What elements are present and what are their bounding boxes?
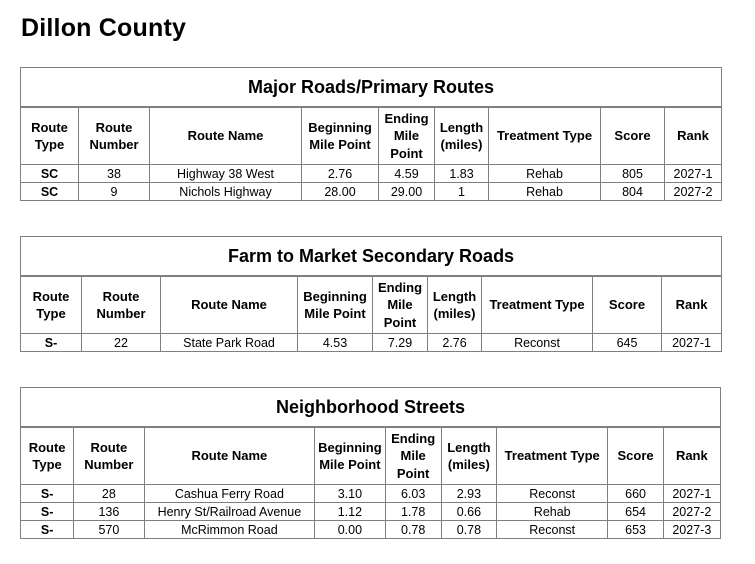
farm-to-market-table xyxy=(20,236,722,352)
table-header-row xyxy=(21,107,722,165)
table-row xyxy=(21,183,722,201)
page-title: Dillon County xyxy=(21,14,187,42)
cell-route-type: S- xyxy=(21,485,74,503)
header-score: Score xyxy=(608,427,663,485)
cell-end: 0.78 xyxy=(385,521,441,539)
table-row xyxy=(21,485,721,503)
table-title: Neighborhood Streets xyxy=(21,388,721,428)
cell-length: 0.66 xyxy=(441,503,496,521)
header-route-name: Route Name xyxy=(161,276,298,334)
cell-begin: 4.53 xyxy=(298,334,373,352)
header-route-number: Route Number xyxy=(74,427,144,485)
cell-length: 2.93 xyxy=(441,485,496,503)
cell-route-name: Nichols Highway xyxy=(150,183,302,201)
cell-route-number: 136 xyxy=(74,503,144,521)
cell-route-name: Highway 38 West xyxy=(150,165,302,183)
header-begin-mile-point: Beginning Mile Point xyxy=(298,276,373,334)
header-score: Score xyxy=(601,107,665,165)
table-row xyxy=(21,334,722,352)
cell-begin: 3.10 xyxy=(315,485,385,503)
header-route-name: Route Name xyxy=(144,427,315,485)
cell-treatment: Reconst xyxy=(496,485,607,503)
cell-begin: 0.00 xyxy=(315,521,385,539)
header-rank: Rank xyxy=(665,107,722,165)
cell-route-type: SC xyxy=(21,183,79,201)
cell-treatment: Reconst xyxy=(496,521,607,539)
cell-end: 29.00 xyxy=(379,183,435,201)
cell-length: 1 xyxy=(435,183,489,201)
header-route-type: Route Type xyxy=(21,427,74,485)
header-length: Length (miles) xyxy=(435,107,489,165)
cell-treatment: Rehab xyxy=(489,165,601,183)
cell-score: 654 xyxy=(608,503,663,521)
cell-route-type: S- xyxy=(21,334,82,352)
cell-score: 653 xyxy=(608,521,663,539)
header-route-type: Route Type xyxy=(21,107,79,165)
cell-rank: 2027-1 xyxy=(662,334,722,352)
header-route-name: Route Name xyxy=(150,107,302,165)
cell-end: 1.78 xyxy=(385,503,441,521)
cell-length: 2.76 xyxy=(428,334,482,352)
cell-begin: 2.76 xyxy=(302,165,379,183)
cell-rank: 2027-1 xyxy=(663,485,720,503)
cell-route-number: 570 xyxy=(74,521,144,539)
header-length: Length (miles) xyxy=(441,427,496,485)
cell-route-name: Henry St/Railroad Avenue xyxy=(144,503,315,521)
cell-begin: 1.12 xyxy=(315,503,385,521)
cell-route-number: 28 xyxy=(74,485,144,503)
header-route-number: Route Number xyxy=(82,276,161,334)
cell-route-type: SC xyxy=(21,165,79,183)
cell-treatment: Rehab xyxy=(496,503,607,521)
header-route-type: Route Type xyxy=(21,276,82,334)
cell-route-name: Cashua Ferry Road xyxy=(144,485,315,503)
neighborhood-streets-table xyxy=(20,387,721,539)
cell-route-number: 38 xyxy=(79,165,150,183)
header-end-mile-point: Ending Mile Point xyxy=(373,276,428,334)
major-roads-table xyxy=(20,67,722,201)
table-header-row xyxy=(21,276,722,334)
header-begin-mile-point: Beginning Mile Point xyxy=(315,427,385,485)
cell-route-type: S- xyxy=(21,503,74,521)
header-route-number: Route Number xyxy=(79,107,150,165)
header-treatment-type: Treatment Type xyxy=(482,276,593,334)
cell-route-name: State Park Road xyxy=(161,334,298,352)
cell-rank: 2027-2 xyxy=(665,183,722,201)
header-length: Length (miles) xyxy=(428,276,482,334)
header-rank: Rank xyxy=(662,276,722,334)
cell-treatment: Reconst xyxy=(482,334,593,352)
header-treatment-type: Treatment Type xyxy=(489,107,601,165)
cell-score: 645 xyxy=(593,334,662,352)
cell-rank: 2027-2 xyxy=(663,503,720,521)
table-row xyxy=(21,521,721,539)
header-begin-mile-point: Beginning Mile Point xyxy=(302,107,379,165)
cell-route-number: 22 xyxy=(82,334,161,352)
cell-length: 1.83 xyxy=(435,165,489,183)
table-title: Farm to Market Secondary Roads xyxy=(21,237,722,277)
cell-rank: 2027-3 xyxy=(663,521,720,539)
cell-route-number: 9 xyxy=(79,183,150,201)
table-row xyxy=(21,165,722,183)
cell-begin: 28.00 xyxy=(302,183,379,201)
cell-end: 4.59 xyxy=(379,165,435,183)
table-header-row xyxy=(21,427,721,485)
cell-treatment: Rehab xyxy=(489,183,601,201)
header-score: Score xyxy=(593,276,662,334)
cell-length: 0.78 xyxy=(441,521,496,539)
cell-score: 660 xyxy=(608,485,663,503)
cell-end: 6.03 xyxy=(385,485,441,503)
cell-route-name: McRimmon Road xyxy=(144,521,315,539)
cell-score: 804 xyxy=(601,183,665,201)
cell-end: 7.29 xyxy=(373,334,428,352)
header-end-mile-point: Ending Mile Point xyxy=(385,427,441,485)
cell-rank: 2027-1 xyxy=(665,165,722,183)
cell-score: 805 xyxy=(601,165,665,183)
header-rank: Rank xyxy=(663,427,720,485)
table-title: Major Roads/Primary Routes xyxy=(21,68,722,108)
header-treatment-type: Treatment Type xyxy=(496,427,607,485)
table-row xyxy=(21,503,721,521)
cell-route-type: S- xyxy=(21,521,74,539)
header-end-mile-point: Ending Mile Point xyxy=(379,107,435,165)
